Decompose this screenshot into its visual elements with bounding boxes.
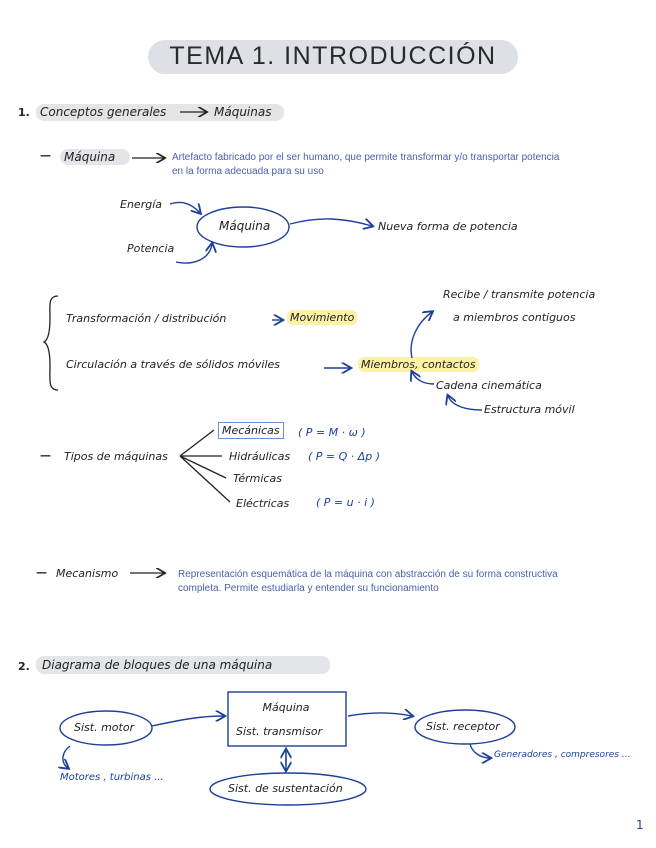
mecanismo-definition: Representación esquemática de la máquina con abstracción de su forma constructiva completa. Permite estudiarla y entender su funcionamiento <box>178 569 558 594</box>
page-number: 1 <box>636 818 644 832</box>
section2-number: 2. <box>18 660 30 673</box>
section2-heading: Diagrama de bloques de una máquina <box>42 658 273 672</box>
block-sustentacion: Sist. de sustentación <box>228 782 343 795</box>
maquina-term: Máquina <box>64 150 116 164</box>
page-title: TEMA 1. INTRODUCCIÓN <box>169 42 497 70</box>
tipos-dash: — <box>40 449 51 462</box>
tipo-termicas: Térmicas <box>233 472 282 485</box>
formula-hidraulicas: ( P = Q · Δp ) <box>308 450 381 463</box>
block-transmisor: Sist. transmisor <box>236 725 323 738</box>
diagram-input-potencia: Potencia <box>127 242 175 255</box>
left-brace <box>44 296 58 390</box>
tipo-mecanicas: Mecánicas <box>218 422 284 439</box>
mecanismo-dash: — <box>36 566 47 579</box>
diagram-center-maquina: Máquina <box>219 219 271 233</box>
section1-number: 1. <box>18 106 30 119</box>
motor-examples: Motores , turbinas ... <box>60 772 164 783</box>
formula-mecanicas: ( P = M · ω ) <box>298 426 366 439</box>
brace-item2: Circulación a través de sólidos móviles <box>66 358 281 371</box>
diagram-input-energia: Energía <box>120 198 162 211</box>
brace-item2-result: Miembros, contactos <box>358 357 479 372</box>
section1-heading: Conceptos generales <box>40 105 167 119</box>
bullet-dash: — <box>40 149 51 162</box>
block-motor: Sist. motor <box>74 721 135 734</box>
brace-item1-result: Movimiento <box>287 310 357 325</box>
cadena-text: Cadena cinemática <box>436 379 542 392</box>
mecanismo-term: Mecanismo <box>56 567 119 580</box>
maquina-definition: Artefacto fabricado por el ser humano, que permite transformar y/o transportar potencia en la forma adecuada para su uso <box>172 152 560 177</box>
block-maquina: Máquina <box>262 701 310 714</box>
estructura-text: Estructura móvil <box>484 403 575 416</box>
block-receptor: Sist. receptor <box>426 720 500 733</box>
tipo-electricas: Eléctricas <box>236 497 290 510</box>
formula-electricas: ( P = u · i ) <box>316 496 375 509</box>
diagram-output: Nueva forma de potencia <box>378 220 518 233</box>
tipos-label: Tipos de máquinas <box>64 450 168 463</box>
miembros-contiguos-text: a miembros contiguos <box>453 311 576 324</box>
recibe-text: Recibe / transmite potencia <box>443 288 596 301</box>
receptor-examples: Generadores , compresores ... <box>494 750 631 760</box>
brace-item1: Transformación / distribución <box>66 312 227 325</box>
section1-heading-target: Máquinas <box>214 105 272 119</box>
tipo-hidraulicas: Hidráulicas <box>229 450 291 463</box>
